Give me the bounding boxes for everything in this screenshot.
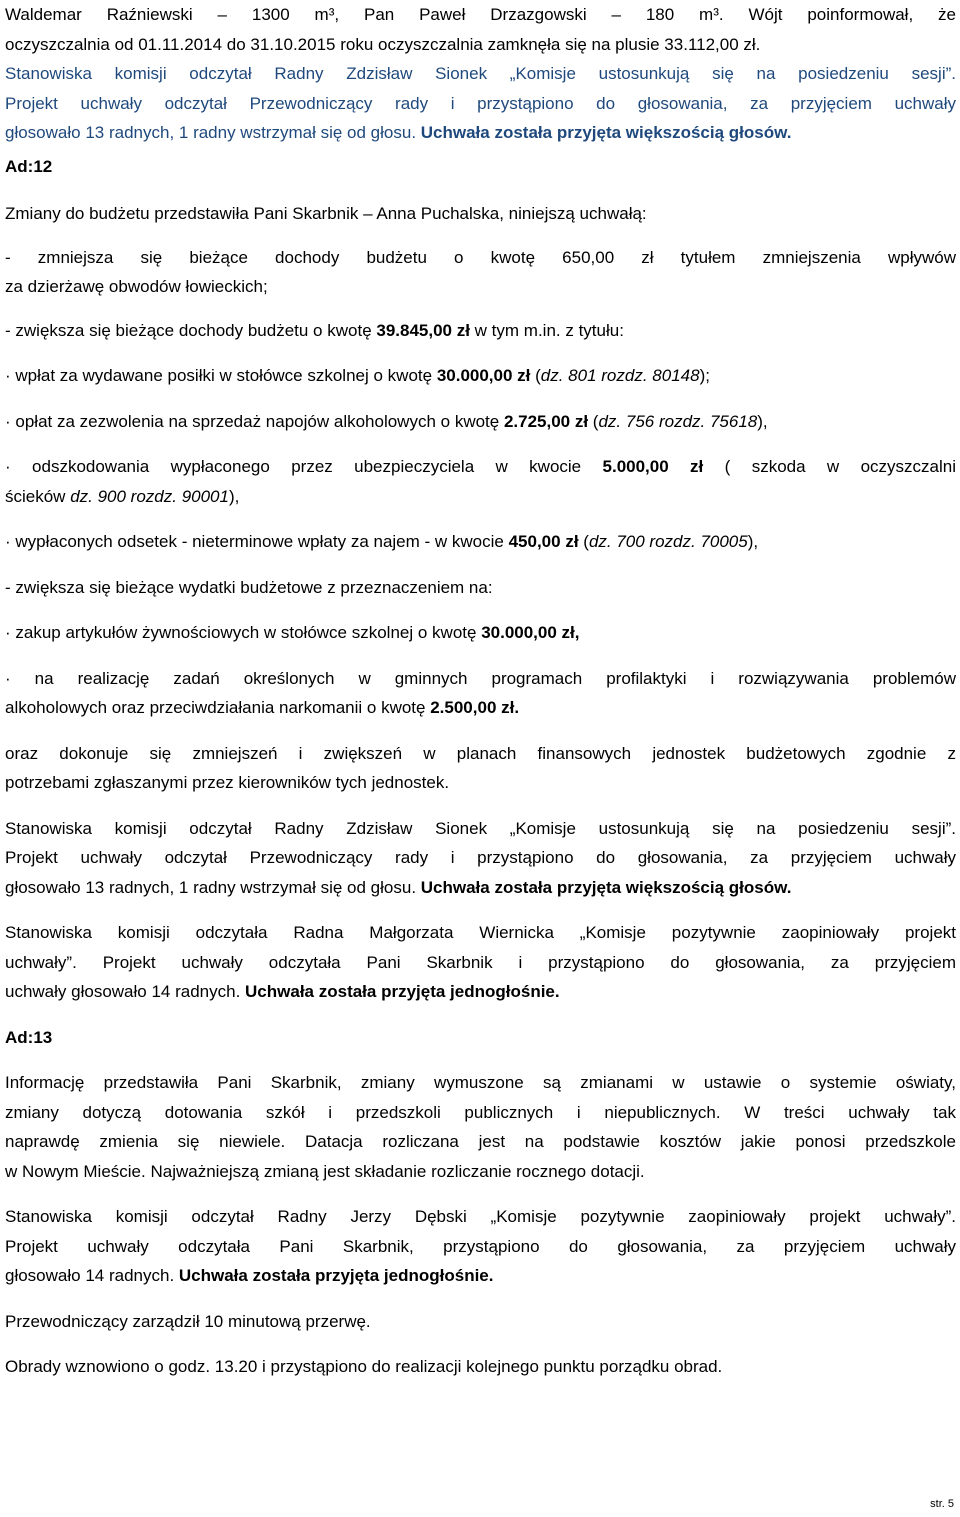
spacer <box>5 1336 956 1352</box>
paragraph-7 <box>5 739 956 798</box>
text: · na realizację zadań określonych w gminnych programach profilaktyki i rozwiązywania problemów <box>5 668 956 688</box>
spacer <box>5 902 956 918</box>
paragraph-2-blue <box>5 59 956 148</box>
list-item-6 <box>5 664 956 723</box>
text: Projekt uchwały odczytał Przewodniczący rady i przystąpiono do głosowania, za przyjęciem uchwały <box>5 93 956 113</box>
paragraph-line <box>5 693 956 723</box>
list-item-3 <box>5 452 956 511</box>
paragraph-line <box>5 1098 956 1128</box>
text: Obrady wznowiono o godz. 13.20 i przystąpiono do realizacji kolejnego punktu porządku obrad. <box>5 1357 723 1376</box>
text: ( <box>530 366 541 385</box>
paragraph-line <box>5 118 956 148</box>
paragraph-line <box>5 814 956 844</box>
text: ), <box>228 486 240 506</box>
paragraph-line <box>5 1261 956 1291</box>
paragraph-10 <box>5 1068 956 1186</box>
page-number: str. 5 <box>930 1498 954 1510</box>
text: w tym m.in. z tytułu: <box>469 320 624 340</box>
text: Stanowiska komisji odczytała Radna Małgorzata Wiernicka „Komisje pozytywnie zaopiniowały projekt <box>5 923 956 942</box>
spacer <box>5 1052 956 1068</box>
text: ( <box>588 411 599 431</box>
paragraph-line <box>5 768 956 798</box>
spacer <box>5 302 956 316</box>
paragraph-5 <box>5 316 956 346</box>
text: uchwały głosowało 14 radnych. <box>5 982 246 1001</box>
text: alkoholowych oraz przeciwdziałania narkomanii o kwotę <box>5 698 431 717</box>
paragraph-line <box>5 482 956 512</box>
paragraph-line <box>5 873 956 903</box>
paragraph-6 <box>5 573 956 603</box>
spacer <box>5 345 956 361</box>
amount: 450,00 zł <box>508 532 579 551</box>
spacer <box>5 391 956 407</box>
paragraph-line <box>5 918 956 948</box>
text: ), <box>747 532 759 551</box>
text: - zwiększa się bieżące dochody budżetu o kwotę <box>5 320 377 340</box>
paragraph-line <box>5 1157 956 1187</box>
text: głosowało 13 radnych, 1 radny wstrzymał się od głosu. <box>5 123 421 142</box>
text: Projekt uchwały odczytał Przewodniczący rady i przystąpiono do głosowania, za przyjęciem uchwały <box>5 848 956 867</box>
text: potrzebami zgłaszanymi przez kierowników tych jednostek. <box>5 773 450 792</box>
text: ); <box>699 366 710 385</box>
paragraph-11 <box>5 1202 956 1291</box>
list-item-2 <box>5 407 956 437</box>
resolution-status: Uchwała została przyjęta jednogłośnie. <box>245 982 560 1001</box>
text: ( <box>578 532 589 551</box>
text: Przewodniczący zarządził 10 minutową przerwę. <box>5 1311 371 1331</box>
paragraph-line <box>5 1202 956 1232</box>
heading-text: Ad:13 <box>5 1027 53 1047</box>
heading-text: Ad:12 <box>5 156 53 176</box>
text: Stanowiska komisji odczytał Radny Zdzisław Sionek „Komisje ustosunkują się na posiedzeniu sesji”. <box>5 64 956 83</box>
paragraph-line <box>5 977 956 1007</box>
paragraph-line <box>5 272 956 302</box>
text: - zwiększa się bieżące wydatki budżetowe z przeznaczeniem na: <box>5 577 493 597</box>
paragraph-12 <box>5 1307 956 1337</box>
paragraph-1 <box>5 0 956 59</box>
text: uchwały”. Projekt uchwały odczytała Pani Skarbnik i przystąpiono do głosowania, za przyjęciem <box>5 952 956 972</box>
amount: 5.000,00 zł <box>602 457 704 476</box>
spacer <box>5 798 956 814</box>
paragraph-line <box>5 89 956 119</box>
paragraph-line <box>5 739 956 769</box>
paragraph-3 <box>5 199 956 229</box>
text: zmiany dotyczą dotowania szkół i przedszkoli publicznych i niepublicznych. W treści uchwały tak <box>5 1102 956 1122</box>
text: · odszkodowania wypłaconego przez ubezpieczyciela w kwocie <box>5 457 603 476</box>
paragraph-line <box>5 59 956 89</box>
text: ścieków <box>5 486 71 506</box>
text: głosowało 14 radnych. <box>5 1266 179 1285</box>
spacer <box>5 602 956 618</box>
spacer <box>5 723 956 739</box>
spacer <box>5 229 956 243</box>
text: naprawdę zmienia się niewiele. Datacja rozliczana jest na podstawie kosztów jakie ponosi przedszkole <box>5 1132 956 1151</box>
text: Stanowiska komisji odczytał Radny Jerzy Dębski „Komisje pozytywnie zaopiniowały projekt uchwały”. <box>5 1207 956 1226</box>
text: Waldemar Raźniewski – 1300 m³, Pan Paweł Drzazgowski – 180 m³. Wójt poinformował, że <box>5 5 956 24</box>
text: głosowało 13 radnych, 1 radny wstrzymał się od głosu. <box>5 877 421 897</box>
paragraph-line <box>5 1068 956 1098</box>
paragraph-line <box>5 664 956 694</box>
spacer <box>5 1186 956 1202</box>
spacer <box>5 436 956 452</box>
amount: 2.500,00 zł. <box>430 698 520 717</box>
text: oczyszczalnia od 01.11.2014 do 31.10.2015 roku oczyszczalnia zamknęła się na plusie 33.112,00 zł. <box>5 34 761 54</box>
text: Informację przedstawiła Pani Skarbnik, zmiany wymuszone są zmianami w ustawie o systemie oświaty, <box>5 1073 956 1092</box>
resolution-status: Uchwała została przyjęta większością głosów. <box>420 877 792 897</box>
classification: dz. 801 rozdz. 80148 <box>540 366 700 385</box>
amount: 30.000,00 zł, <box>481 623 580 642</box>
spacer <box>5 557 956 573</box>
paragraph-line <box>5 243 956 273</box>
classification: dz. 756 rozdz. 75618 <box>598 411 758 431</box>
paragraph-line <box>5 452 956 482</box>
spacer <box>5 181 956 199</box>
amount: 2.725,00 zł <box>503 411 589 431</box>
list-item-1 <box>5 361 956 391</box>
paragraph-line <box>5 843 956 873</box>
spacer <box>5 1291 956 1307</box>
paragraph-8 <box>5 814 956 903</box>
paragraph-4 <box>5 243 956 302</box>
classification: dz. 700 rozdz. 70005 <box>588 532 748 551</box>
text: · wpłat za wydawane posiłki w stołówce szkolnej o kwotę <box>5 366 437 385</box>
text: w Nowym Mieście. Najważniejszą zmianą jest składanie rozliczanie rocznego dotacji. <box>5 1161 645 1181</box>
amount: 30.000,00 zł <box>436 366 531 385</box>
text: oraz dokonuje się zmniejszeń i zwiększeń w planach finansowych jednostek budżetowych zgodnie z <box>5 743 956 763</box>
section-heading-ad12 <box>5 152 956 182</box>
list-item-4 <box>5 527 956 557</box>
text: Projekt uchwały odczytała Pani Skarbnik, przystąpiono do głosowania, za przyjęciem uchwały <box>5 1236 956 1256</box>
text: · zakup artykułów żywnościowych w stołówce szkolnej o kwotę <box>5 623 482 642</box>
section-heading-ad13 <box>5 1023 956 1053</box>
paragraph-line <box>5 30 956 60</box>
resolution-status: Uchwała została przyjęta większością głosów. <box>420 123 792 142</box>
text: Zmiany do budżetu przedstawiła Pani Skarbnik – Anna Puchalska, niniejszą uchwałą: <box>5 204 647 223</box>
text: · wypłaconych odsetek - nieterminowe wpłaty za najem - w kwocie <box>5 532 509 551</box>
text: ), <box>757 411 768 431</box>
spacer <box>5 648 956 664</box>
text: - zmniejsza się bieżące dochody budżetu o kwotę 650,00 zł tytułem zmniejszenia wpływów <box>5 247 956 267</box>
paragraph-line <box>5 948 956 978</box>
paragraph-13 <box>5 1352 956 1382</box>
text: Stanowiska komisji odczytał Radny Zdzisław Sionek „Komisje ustosunkują się na posiedzeniu sesji”. <box>5 818 956 838</box>
text: za dzierżawę obwodów łowieckich; <box>5 277 268 296</box>
document-page <box>5 0 956 1382</box>
resolution-status: Uchwała została przyjęta jednogłośnie. <box>178 1266 494 1285</box>
spacer <box>5 511 956 527</box>
spacer <box>5 1007 956 1023</box>
paragraph-line <box>5 1127 956 1157</box>
amount: 39.845,00 zł <box>376 320 470 340</box>
paragraph-line <box>5 0 956 30</box>
paragraph-line <box>5 1232 956 1262</box>
text: ( szkoda w oczyszczalni <box>703 457 956 476</box>
text: · opłat za zezwolenia na sprzedaż napojów alkoholowych o kwotę <box>5 411 504 431</box>
paragraph-9 <box>5 918 956 1007</box>
list-item-5 <box>5 618 956 648</box>
classification: dz. 900 rozdz. 90001 <box>70 486 229 506</box>
